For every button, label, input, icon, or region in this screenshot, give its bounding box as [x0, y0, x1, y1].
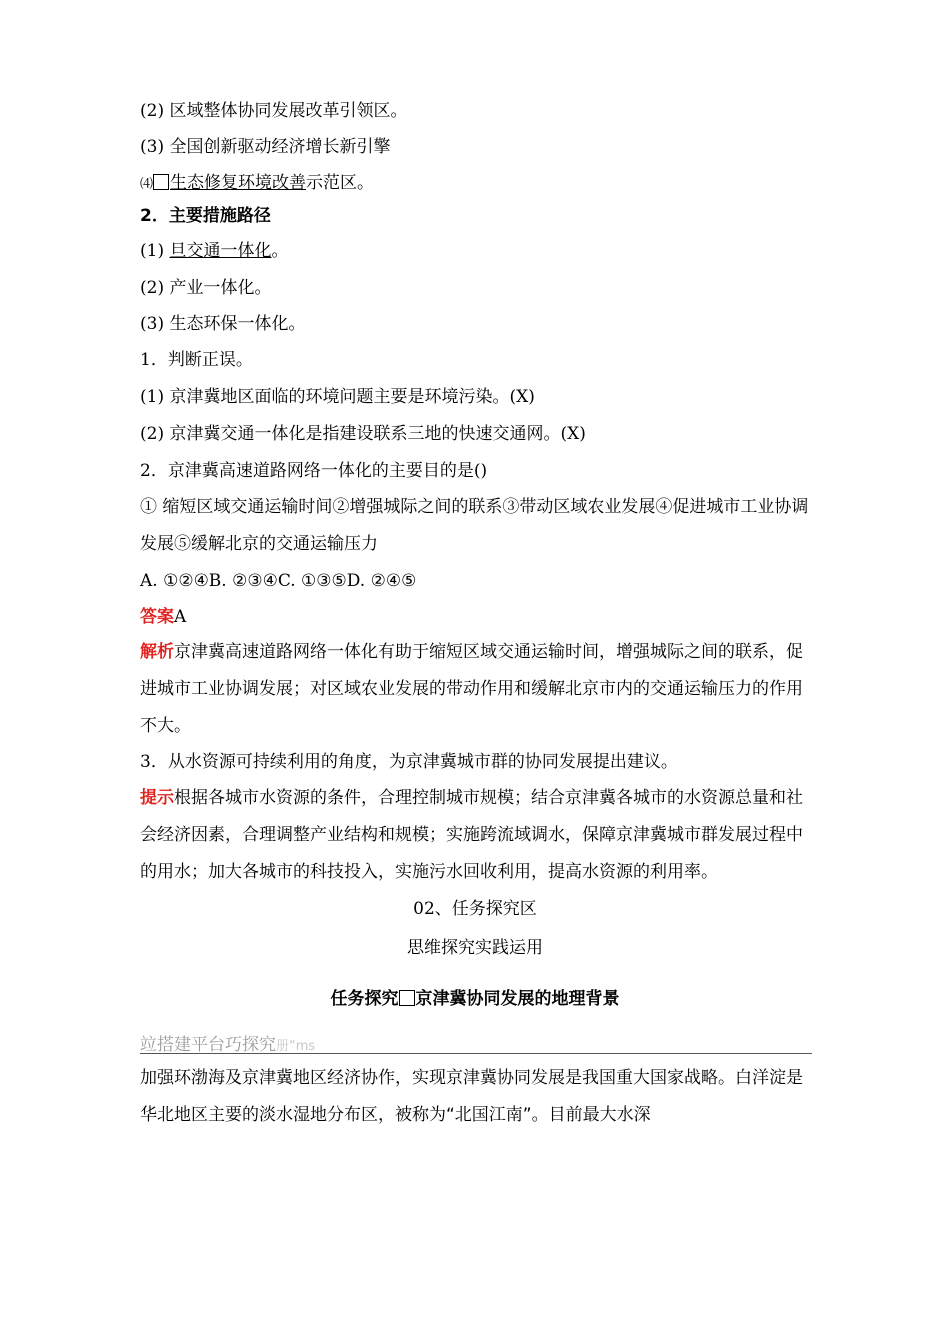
- answer-label: 答案: [140, 607, 174, 627]
- task-title-prefix: 任务探究: [330, 989, 399, 1009]
- quiz-q2-choices: A. ①②④B. ②③④C. ①③⑤D. ②④⑤: [140, 571, 417, 591]
- measure-item-3: (3) 生态环保一体化。: [140, 314, 306, 334]
- analysis-label: 解析: [140, 642, 174, 662]
- goal-item-2: (2) 区域整体协同发展改革引领区。: [140, 101, 408, 121]
- background-paragraph: 加强环渤海及京津冀地区经济协作，实现京津冀协同发展是我国重大国家战略。白洋淀是华北地区主要的淡水湿地分布区，被称为“北国江南”。目前最大水深: [140, 1068, 803, 1125]
- platform-banner: [140, 1030, 315, 1055]
- answer-line: [140, 606, 186, 628]
- analysis-paragraph: [140, 634, 812, 745]
- measure-item-1-suffix: 。: [271, 241, 289, 261]
- task-number-box-icon: [399, 990, 415, 1006]
- hint-paragraph: [140, 780, 812, 891]
- quiz-q1-statement-b: (2) 京津冀交通一体化是指建设联系三地的快速交通网。(X): [140, 424, 586, 444]
- measure-item-1: [140, 240, 288, 262]
- quiz-q3-heading: 3．从水资源可持续利用的角度，为京津冀城市群的协同发展提出建议。: [140, 752, 678, 772]
- goal-item-4: [140, 172, 374, 196]
- quiz-q1-statement-a: (1) 京津冀地区面临的环境问题主要是环境污染。(X): [140, 387, 535, 407]
- goal-item-4-underlined: 生态修复环境改善: [170, 173, 307, 193]
- hint-label: 提示: [140, 788, 174, 808]
- platform-label: 竝搭建平台巧探究: [140, 1035, 276, 1055]
- blank-box-icon: [153, 174, 169, 190]
- measure-item-1-underlined: 旦交通一体化: [169, 241, 272, 261]
- goal-item-4-prefix: ⑷: [140, 177, 154, 192]
- measure-item-1-prefix: (1): [140, 241, 170, 261]
- quiz-q2-heading: 2．京津冀高速道路网络一体化的主要目的是(): [140, 461, 488, 481]
- hint-text: 根据各城市水资源的条件，合理控制城市规模；结合京津冀各城市的水资源总量和社会经济因素，合理调整产业结构和规模；实施跨流域调水，保障京津冀城市群发展过程中的用水；加大各城市的科技投入，实施污水回收利用，提高水资源的利用率。: [140, 788, 803, 882]
- section-title: 02、任务探究区: [413, 899, 537, 919]
- goal-item-4-suffix: 示范区。: [306, 173, 375, 193]
- platform-faint-text: 册“ms: [276, 1039, 316, 1054]
- answer-value: A: [174, 607, 187, 627]
- analysis-text: 京津冀高速道路网络一体化有助于缩短区域交通运输时间，增强城际之间的联系，促进城市工业协调发展；对区域农业发展的带动作用和缓解北京市内的交通运输压力的作用不大。: [140, 642, 803, 736]
- measures-heading: 2．主要措施路径: [140, 206, 271, 226]
- measure-item-2: (2) 产业一体化。: [140, 278, 272, 298]
- task-title-suffix: 京津冀协同发展的地理背景: [415, 989, 620, 1009]
- section-subtitle: 思维探究实践运用: [407, 938, 543, 958]
- task-title: [0, 988, 950, 1010]
- quiz-q2-options: ① 缩短区域交通运输时间②增强城际之间的联系③带动区域农业发展④促进城市工业协调发展⑤缓解北京的交通运输压力: [140, 497, 809, 554]
- section-divider: [140, 1053, 812, 1054]
- quiz-q1-heading: 1．判断正误。: [140, 350, 253, 370]
- goal-item-3: (3) 全国创新驱动经济增长新引擎: [140, 137, 391, 157]
